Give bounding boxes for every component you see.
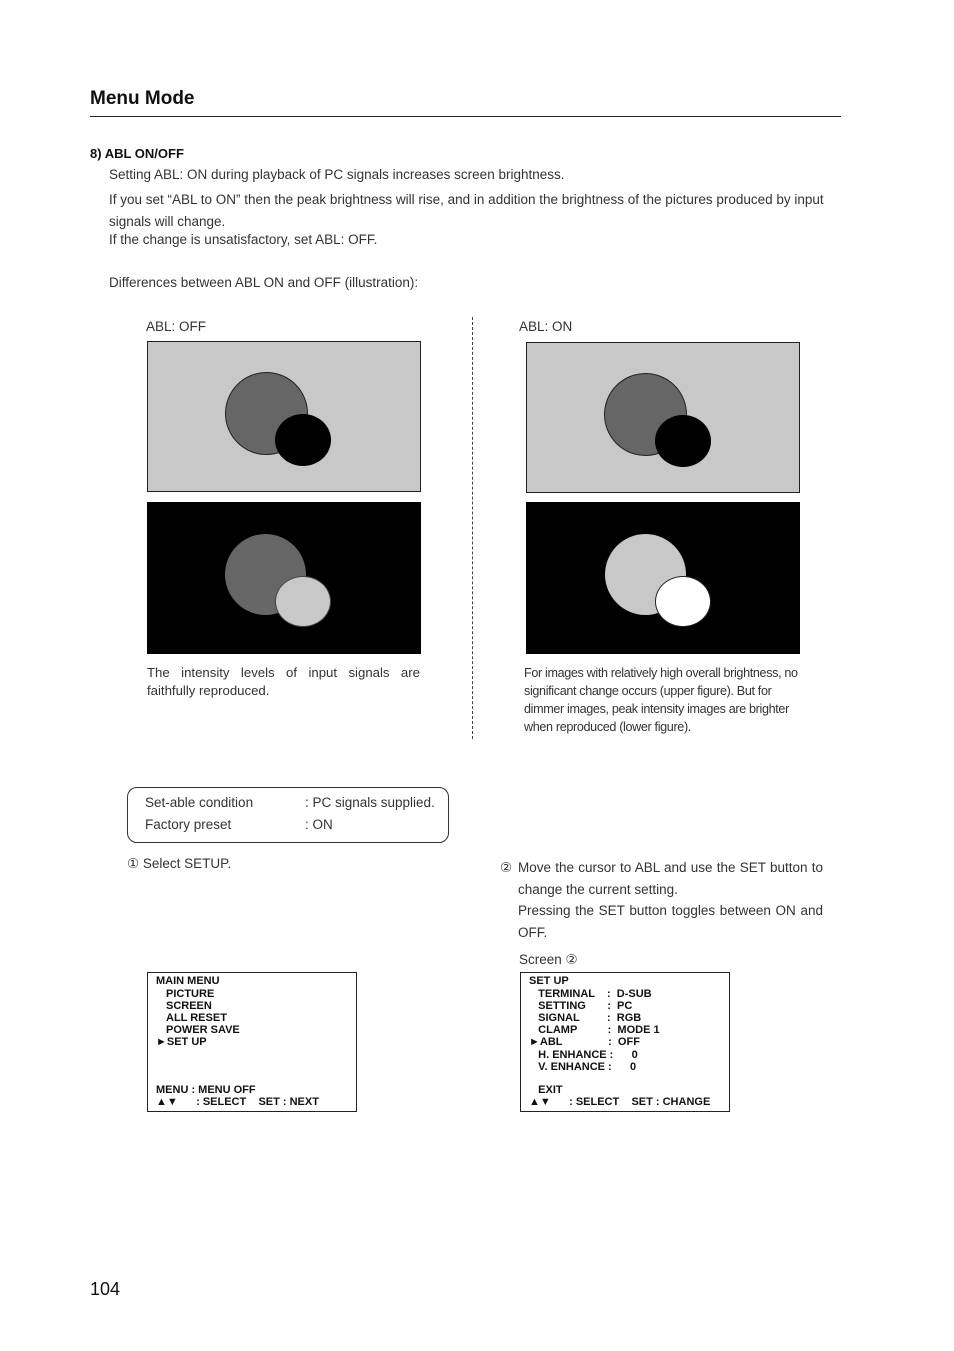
small-white-circle [655,576,711,627]
small-pale-circle [275,576,331,627]
menu-item-set-up: ►SET UP [156,1036,207,1048]
setup-row-h-enhance: H. ENHANCE : 0 [529,1049,638,1061]
main-menu-title: MAIN MENU [156,975,220,987]
menu-item-power-save: POWER SAVE [166,1024,240,1036]
step-2-text-1: Move the cursor to ABL and use the SET button to change the current setting. [518,860,823,897]
setup-row-clamp: CLAMP : MODE 1 [529,1024,660,1036]
small-black-circle [655,415,711,467]
menu-item-picture: PICTURE [166,988,215,1000]
setable-condition-value: : PC signals supplied. [305,795,435,810]
screen-2-label: Screen ② [519,952,578,967]
page-title: Menu Mode [90,88,195,109]
step-2 [500,857,823,943]
abl-off-caption: The intensity levels of input signals are faithfully reproduced. [147,665,420,698]
step-2-text-2: Pressing the SET button toggles between ON and OFF. [518,903,823,940]
abl-off-bright-image [147,341,421,492]
setup-menu-screen [520,972,730,1112]
setup-row-terminal: TERMINAL : D-SUB [529,988,652,1000]
main-menu-footer-2: ▲▼ : SELECT SET : NEXT [156,1096,319,1108]
section-paragraph-3: If the change is unsatisfactory, set ABL: OFF. [109,232,378,247]
abl-on-dark-image [526,502,800,654]
page-number: 104 [90,1279,121,1299]
main-menu-screen [147,972,357,1112]
setup-menu-footer: ▲▼ : SELECT SET : CHANGE [529,1096,711,1108]
setup-row-signal: SIGNAL : RGB [529,1012,642,1024]
section-heading: 8) ABL ON/OFF [90,146,184,161]
step-1: ① Select SETUP. [127,856,232,871]
menu-item-all-reset: ALL RESET [166,1012,227,1024]
abl-on-bright-image [526,342,800,493]
step-2-number: ② [500,860,513,875]
abl-off-label: ABL: OFF [146,319,207,334]
abl-off-dark-image [147,502,421,654]
setup-menu-title: SET UP [529,975,569,987]
divider-dashed-line [472,317,473,739]
factory-preset-value: : ON [305,817,333,832]
title-divider [90,116,841,117]
section-paragraph-2: If you set “ABL to ON” then the peak brightness will rise, and in addition the brightness of the pictures produced by input signals will change. [109,192,824,229]
setup-row-setting: SETTING : PC [529,1000,633,1012]
abl-on-caption: For images with relatively high overall brightness, no significant change occurs (upper figure). But for dimmer images, peak intensity images are brighter when reproduced (lower figure). [524,666,798,734]
main-menu-footer-1: MENU : MENU OFF [156,1084,256,1096]
setup-row-exit: EXIT [529,1084,563,1096]
section-paragraph-1: Setting ABL: ON during playback of PC signals increases screen brightness. [109,167,565,182]
abl-on-label: ABL: ON [519,319,573,334]
setup-row-v-enhance: V. ENHANCE : 0 [529,1061,637,1073]
setable-condition-label: Set-able condition [145,795,254,810]
factory-preset-label: Factory preset [145,817,232,832]
illustration-intro: Differences between ABL ON and OFF (illustration): [109,275,419,290]
setup-row-abl: ►ABL : OFF [529,1036,640,1048]
menu-item-screen: SCREEN [166,1000,212,1012]
small-black-circle [275,414,331,466]
